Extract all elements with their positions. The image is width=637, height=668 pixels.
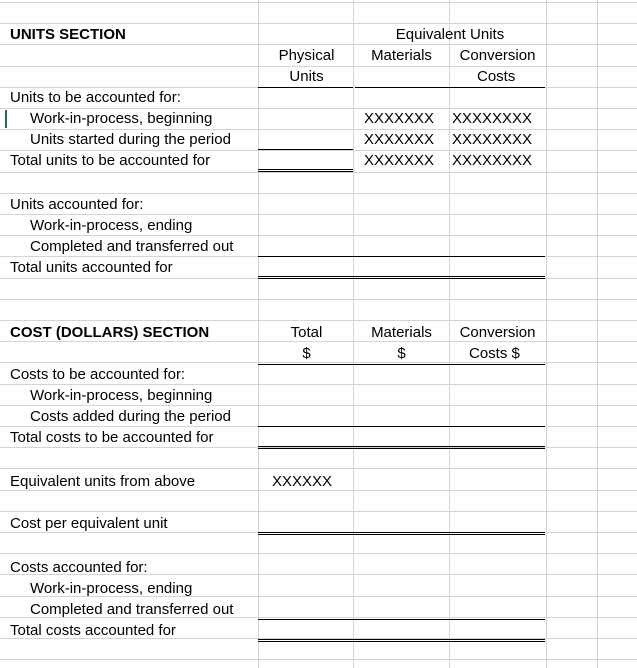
- costs-total-double-underline: [258, 446, 545, 449]
- header-total-dollar: $: [302, 345, 311, 362]
- x-materials-row3: XXXXXXX: [364, 152, 435, 169]
- costs-added-label: Costs added during the period: [30, 408, 231, 425]
- equiv-units-label: Equivalent units from above: [10, 473, 196, 490]
- header-materials: Materials: [371, 47, 432, 64]
- active-cell-indicator: [5, 110, 7, 128]
- header-total: Total: [290, 324, 323, 341]
- units-to-account-label: Units to be accounted for:: [10, 89, 181, 106]
- costs-accounted-label: Costs accounted for:: [10, 559, 148, 576]
- x-conversion-row1: XXXXXXXX: [452, 110, 533, 127]
- costs-total-underline-top: [258, 426, 545, 427]
- units-wip-beginning-label: Work-in-process, beginning: [30, 110, 213, 127]
- gridline-row: [0, 150, 637, 151]
- gridline-row: [0, 299, 637, 300]
- header-physical: Physical: [278, 47, 335, 64]
- gridline-row: [0, 235, 637, 236]
- costs-completed-label: Completed and transferred out: [30, 601, 234, 618]
- gridline-row: [0, 553, 637, 554]
- gridline-column: [353, 0, 354, 668]
- x-conversion-row2: XXXXXXXX: [452, 131, 533, 148]
- gridline-row: [0, 172, 637, 173]
- gridline-row: [0, 468, 637, 469]
- gridline-row: [0, 2, 637, 3]
- units-section-title: UNITS SECTION: [10, 26, 126, 43]
- header-costs: Costs: [477, 68, 516, 85]
- units-accounted-underline-top: [258, 256, 545, 257]
- gridline-row: [0, 659, 637, 660]
- total-units-accounted-label: Total units accounted for: [10, 259, 173, 276]
- units-accounted-double-underline: [258, 276, 545, 279]
- x-materials-row2: XXXXXXX: [364, 131, 435, 148]
- x-conversion-row3: XXXXXXXX: [452, 152, 533, 169]
- gridline-row: [0, 320, 637, 321]
- gridline-row: [0, 66, 637, 67]
- costs-wip-ending-label: Work-in-process, ending: [30, 580, 193, 597]
- gridline-row: [0, 23, 637, 24]
- header-cost-conversion: Conversion: [459, 324, 536, 341]
- gridline-row: [0, 44, 637, 45]
- header-units: Units: [289, 68, 324, 85]
- gridline-row: [0, 384, 637, 385]
- total-units-underline-top: [258, 149, 353, 150]
- gridline-row: [0, 511, 637, 512]
- header-cost-materials: Materials: [371, 324, 432, 341]
- gridline-row: [0, 108, 637, 109]
- gridline-column: [546, 0, 547, 668]
- header-cost-conversion-dollar: Costs $: [469, 345, 520, 362]
- gridline-column: [258, 0, 259, 668]
- costs-accounted-underline-top: [258, 619, 545, 620]
- header-conversion: Conversion: [459, 47, 536, 64]
- gridline-row: [0, 214, 637, 215]
- x-total-equiv: XXXXXX: [272, 473, 333, 490]
- units-started-label: Units started during the period: [30, 131, 231, 148]
- units-completed-label: Completed and transferred out: [30, 238, 234, 255]
- cost-per-unit-double-underline: [258, 532, 545, 535]
- costs-accounted-double-underline: [258, 639, 545, 642]
- cost-per-unit-label: Cost per equivalent unit: [10, 515, 168, 532]
- equiv-header-underline: [355, 87, 545, 88]
- header-equivalent-units: Equivalent Units: [395, 26, 505, 43]
- total-costs-accounted-label: Total costs accounted for: [10, 622, 176, 639]
- gridline-row: [0, 193, 637, 194]
- x-materials-row1: XXXXXXX: [364, 110, 435, 127]
- total-units-to-account-label: Total units to be accounted for: [10, 152, 211, 169]
- gridline-row: [0, 129, 637, 130]
- cost-header-underline: [258, 364, 545, 365]
- costs-to-account-label: Costs to be accounted for:: [10, 366, 186, 383]
- total-units-double-underline: [258, 169, 353, 172]
- units-accounted-label: Units accounted for:: [10, 196, 144, 213]
- cost-section-title: COST (DOLLARS) SECTION: [10, 324, 210, 341]
- gridline-column: [597, 0, 598, 668]
- costs-wip-beginning-label: Work-in-process, beginning: [30, 387, 213, 404]
- header-cost-materials-dollar: $: [397, 345, 406, 362]
- total-costs-to-account-label: Total costs to be accounted for: [10, 429, 214, 446]
- gridline-row: [0, 405, 637, 406]
- physical-header-underline: [258, 87, 353, 88]
- units-wip-ending-label: Work-in-process, ending: [30, 217, 193, 234]
